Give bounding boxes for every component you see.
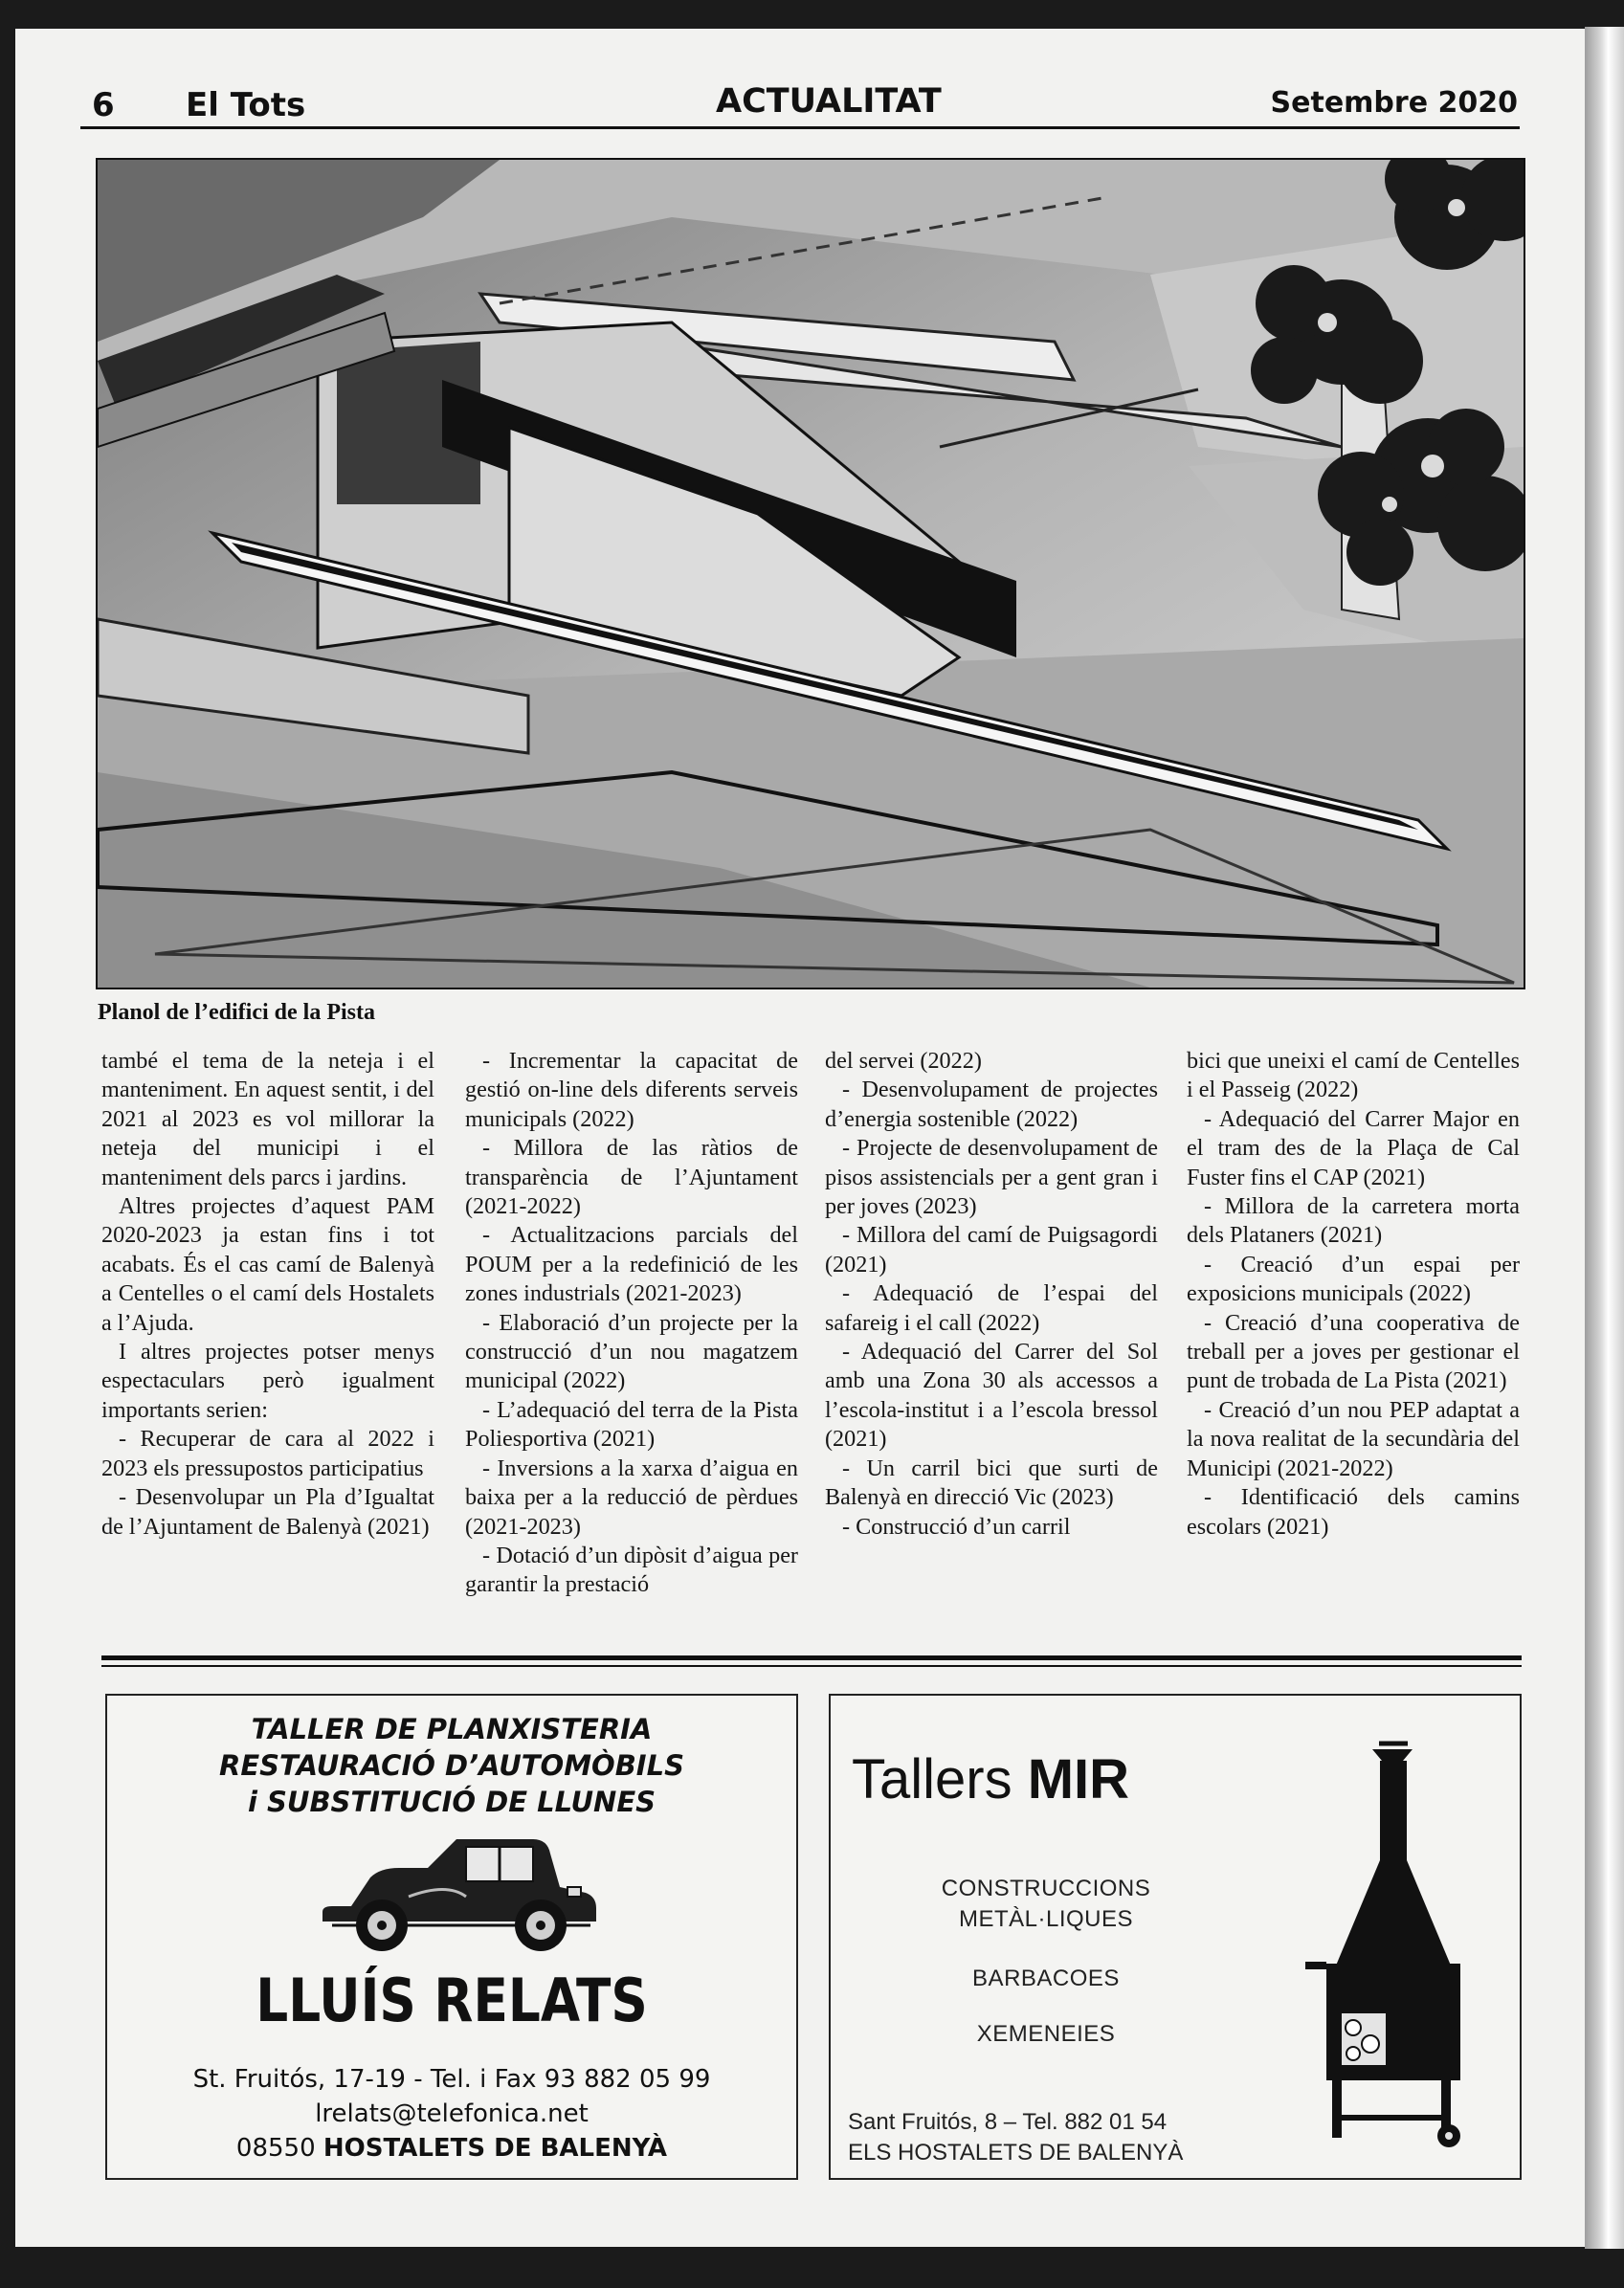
vintage-car-icon [313,1830,600,1954]
paragraph: Altres projectes d’aquest PAM 2020-2023 ja estan fins i tot acabats. És el cas camí de Balenyà a Centelles o el camí dels Hostalets a l’Ajuda. [101,1193,434,1336]
list-item: - Creació d’un espai per exposicions municipals (2022) [1187,1251,1520,1307]
list-item: - L’adequació del terra de la Pista Poliesportiva (2021) [465,1396,798,1453]
building-plan-photo [96,158,1525,989]
list-item: - Desenvolupament de projectes d’energia sostenible (2022) [825,1077,1158,1132]
list-item: - Millora del camí de Puigsagordi (2021) [825,1222,1158,1277]
article-body [101,1047,1524,1633]
section-divider-thin [101,1665,1522,1667]
article-column-4 [1187,1047,1520,1542]
ad-service-2: BARBACOES [972,1966,1120,1991]
list-item: - Incrementar la capacitat de gestió on-line dels diferents serveis municipals (2022) [465,1048,798,1132]
page-spine [1585,27,1624,2249]
list-item: - Millora de las ràtios de transparència de l’Ajuntament (2021-2022) [465,1135,798,1220]
list-item: - Desenvolupar un Pla d’Igualtat de l’Ajuntament de Balenyà (2021) [101,1484,434,1540]
ad-tagline-3: i SUBSTITUCIÓ DE LLUNES [247,1786,656,1818]
article-column-1 [101,1047,434,1542]
ad-service-1a: CONSTRUCCIONS [941,1876,1151,1901]
list-item: bici que uneixi el camí de Centelles i el Passeig (2022) [1187,1048,1520,1103]
article-column-3 [825,1047,1158,1542]
list-item: - Projecte de desenvolupament de pisos assistencials per a gent gran i per joves (2023) [825,1135,1158,1220]
photo-caption: Planol de l’edifici de la Pista [98,1000,375,1025]
header-rule [80,126,1520,129]
list-item: - Un carril bici que surti de Balenyà en direcció Vic (2023) [825,1455,1158,1511]
ad-town: HOSTALETS DE BALENYÀ [323,2134,668,2163]
advertisement-tallers-mir [829,1694,1522,2180]
page-header [80,57,1520,126]
list-item: - Adequació de l’espai del safareig i el call (2022) [825,1280,1158,1336]
list-item: - Millora de la carretera morta dels Plataners (2021) [1187,1193,1520,1249]
ad-address: St. Fruitós, 17-19 - Tel. i Fax 93 882 05 99 [192,2065,711,2094]
section-divider [101,1655,1522,1660]
ad-service-1b: METÀL·LIQUES [958,1906,1134,1932]
ad-email: lrelats@telefonica.net [315,2099,589,2128]
ad-brand-name [852,1747,1129,1811]
ad-brand-bold: MIR [1027,1748,1130,1810]
section-title: ACTUALITAT [716,82,942,121]
paragraph: també el tema de la neteja i el manteniment. En aquest sentit, i del 2021 al 2023 es vol millorar la neteja del municipi i el manteniment dels parcs i jardins. [101,1048,434,1190]
ad-brand-light: Tallers [852,1748,1012,1810]
ad-postal-line [107,2134,796,2163]
issue-date: Setembre 2020 [1270,86,1518,120]
list-item: - Elaboració d’un projecte per la construcció d’un nou magatzem municipal (2022) [465,1309,798,1394]
ad-tagline-1: TALLER DE PLANXISTERIA [251,1713,653,1745]
ad-service-3: XEMENEIES [976,2021,1116,2047]
list-item: - Actualitzacions parcials del POUM per a la redefinició de les zones industrials (2021-2023) [465,1222,798,1307]
article-column-2 [465,1047,798,1600]
list-item: - Identificació dels camins escolars (2021) [1187,1484,1520,1540]
ad-address: Sant Fruitós, 8 – Tel. 882 01 54 [848,2109,1168,2135]
page-number: 6 [92,86,115,124]
list-item: - Adequació del Carrer del Sol amb una Zona 30 als accessos a l’escola-institut i a l’escola bressol (2021) [825,1339,1158,1453]
ad-town: ELS HOSTALETS DE BALENYÀ [848,2140,1184,2166]
list-item: - Construcció d’un carril [842,1513,1071,1540]
list-item: - Inversions a la xarxa d’aigua en baixa per a la reducció de pèrdues (2021-2023) [465,1455,798,1540]
architectural-rendering [98,160,1524,988]
paragraph: I altres projectes potser menys espectaculars però igualment importants serien: [101,1339,434,1423]
barbecue-icon [1298,1736,1479,2157]
list-item: - Dotació d’un dipòsit d’aigua per garantir la prestació [465,1542,798,1598]
list-item: - Adequació del Carrer Major en el tram des de la Plaça de Cal Fuster fins el CAP (2021) [1187,1105,1520,1190]
publication-name: El Tots [186,86,306,124]
ad-brand-name: LLUÍS RELATS [256,1966,648,2035]
list-item: del servei (2022) [825,1048,982,1074]
advertisement-lluis-relats [105,1694,798,2180]
list-item: - Creació d’una cooperativa de treball per a joves per gestionar el punt de trobada de La Pista (2021) [1187,1309,1520,1394]
ad-tagline-2: RESTAURACIÓ D’AUTOMÒBILS [219,1749,684,1782]
ad-postcode: 08550 [235,2134,316,2163]
list-item: - Recuperar de cara al 2022 i 2023 els pressupostos participatius [101,1426,434,1481]
list-item: - Creació d’un nou PEP adaptat a la nova realitat de la secundària del Municipi (2021-2022) [1187,1396,1520,1481]
